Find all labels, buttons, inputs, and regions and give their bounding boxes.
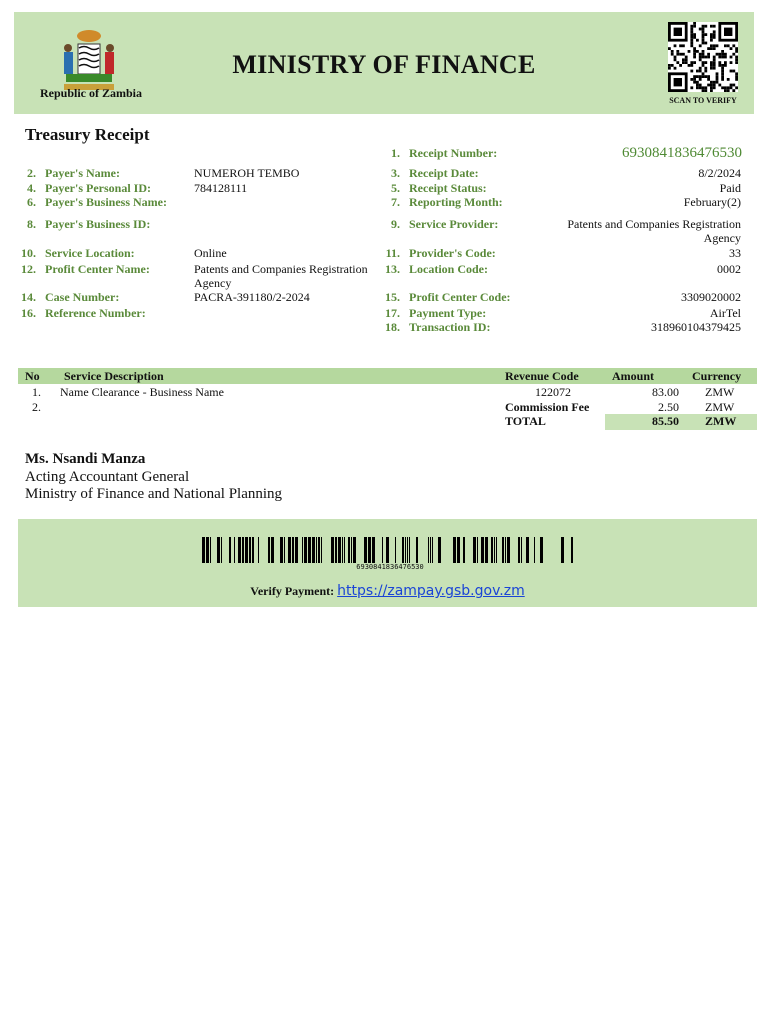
payment-type-value: AirTel [709,306,741,320]
header-banner [14,12,754,114]
signatory-title: Acting Accountant General [25,469,190,485]
field-number: 15. [385,290,400,304]
provider-code-value: 33 [729,246,741,260]
verify-payment-link[interactable]: https://zampay.gsb.gov.zm [337,583,525,599]
col-header-currency: Currency [692,369,742,383]
receipt-number-value: 6930841836476530 [622,145,742,161]
verify-payment-line [18,583,757,599]
receipt-date-value: 8/2/2024 [698,166,741,180]
field-number: 2. [27,166,36,180]
table-row-no: 1. [32,385,41,399]
commission-fee-label: Commission Fee [505,400,590,414]
payer-personal-id-value: 784128111 [194,181,248,195]
table-row-revenue-code: 122072 [535,385,571,399]
field-number: 1. [391,146,400,160]
payer-business-id-label: Payer's Business ID: [45,217,151,231]
field-number: 8. [27,217,36,231]
barcode-icon [200,537,580,563]
receipt-status-value: Paid [719,181,741,195]
service-provider-value: Patents and Companies Registration Agency [567,217,741,245]
field-number: 13. [385,262,400,276]
transaction-id-value: 318960104379425 [651,320,741,334]
field-number: 3. [391,166,400,180]
signatory-organization: Ministry of Finance and National Planning [25,486,283,502]
field-number: 9. [391,217,400,231]
field-number: 17. [385,306,400,320]
location-code-label: Location Code: [409,262,488,276]
commission-fee-amount: 2.50 [658,400,679,414]
field-number: 11. [385,246,400,260]
col-header-description: Service Description [64,369,164,383]
case-number-label: Case Number: [45,290,120,304]
payer-personal-id-label: Payer's Personal ID: [45,181,151,195]
barcode-number: 6930841836476530 [356,563,424,571]
service-location-label: Service Location: [45,246,135,260]
field-number: 12. [21,262,36,276]
field-number: 18. [385,320,400,334]
field-number: 6. [27,195,36,209]
field-number: 10. [21,246,36,260]
field-number: 7. [391,195,400,209]
receipt-number-label: Receipt Number: [409,146,498,160]
receipt-status-label: Receipt Status: [409,181,487,195]
col-header-amount: Amount [612,369,655,383]
verify-payment-label: Verify Payment: [250,584,335,598]
table-row-currency: ZMW [705,400,735,414]
total-amount: 85.50 [652,414,679,428]
total-currency: ZMW [705,414,737,428]
payer-business-name-label: Payer's Business Name: [45,195,167,209]
field-number: 14. [21,290,36,304]
total-label: TOTAL [505,414,546,428]
field-number: 4. [27,181,36,195]
profit-center-code-value: 3309020002 [681,290,741,304]
table-row-no: 2. [32,400,41,414]
payer-name-value: NUMEROH TEMBO [194,166,300,180]
profit-center-code-label: Profit Center Code: [409,290,511,304]
ministry-title: MINISTRY OF FINANCE [232,50,536,79]
field-number: 16. [21,306,36,320]
location-code-value: 0002 [717,262,741,276]
qr-code-icon[interactable] [668,22,738,92]
receipt-date-label: Receipt Date: [409,166,479,180]
page-title: Treasury Receipt [25,125,150,144]
field-number: 5. [391,181,400,195]
payment-type-label: Payment Type: [409,306,487,320]
case-number-value: PACRA-391180/2-2024 [194,290,310,304]
profit-center-name-label: Profit Center Name: [45,262,150,276]
col-header-revenue-code: Revenue Code [505,369,579,383]
service-location-value: Online [194,246,227,260]
reference-number-label: Reference Number: [45,306,146,320]
payer-name-label: Payer's Name: [45,166,120,180]
republic-label: Republic of Zambia [39,86,142,100]
signatory-name: Ms. Nsandi Manza [25,451,146,467]
scan-to-verify-label: SCAN TO VERIFY [669,96,737,105]
reporting-month-label: Reporting Month: [409,195,503,209]
table-row-description: Name Clearance - Business Name [60,385,224,399]
provider-code-label: Provider's Code: [409,246,496,260]
table-row-currency: ZMW [705,385,735,399]
transaction-id-label: Transaction ID: [409,320,491,334]
reporting-month-value: February(2) [683,195,741,209]
col-header-no: No [25,369,40,383]
profit-center-name-value: Patents and Companies Registration Agency [194,262,368,290]
service-provider-label: Service Provider: [409,217,499,231]
table-row-amount: 83.00 [652,385,679,399]
